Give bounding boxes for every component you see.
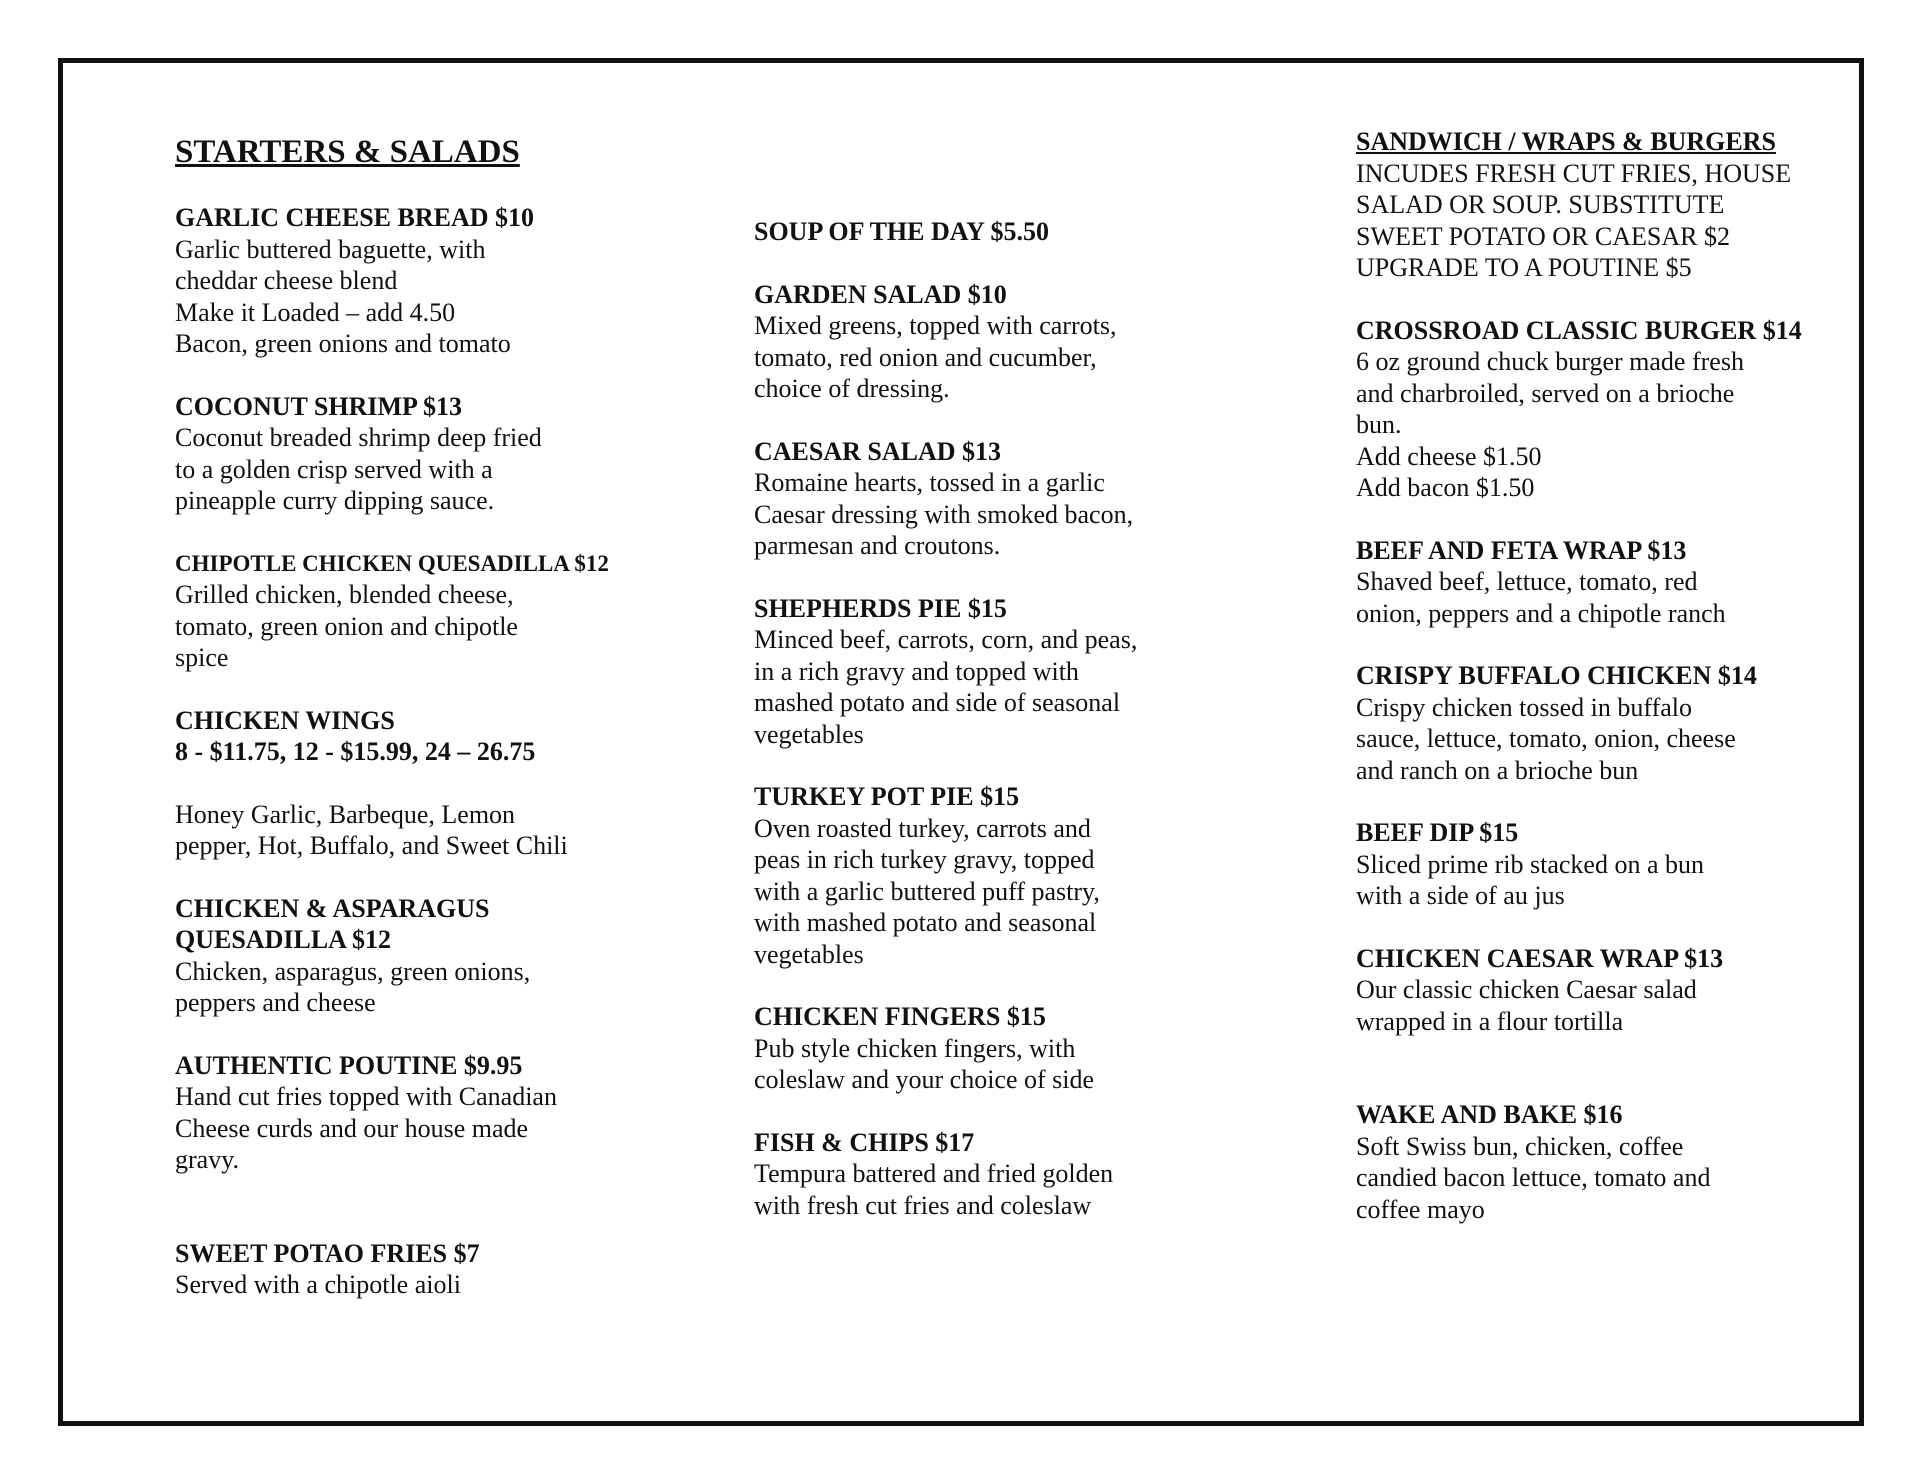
section-title-starters-salads: STARTERS & SALADS [175,134,520,170]
item-description: Minced beef, carrots, corn, and peas, in a rich gravy and topped with mashed potato and side of seasonal vegetables [754,625,1138,749]
column-soups-mains [754,216,1194,1252]
item-name: CHICKEN & ASPARAGUS QUESADILLA $12 [175,893,490,954]
item-name: SWEET POTAO FRIES $7 [175,1238,480,1268]
item-name: CHIPOTLE CHICKEN QUESADILLA $12 [175,550,609,576]
menu-item-coconut-shrimp [175,391,615,517]
item-name: SHEPHERDS PIE $15 [754,593,1007,623]
menu-item-crossroad-classic-burger [1356,315,1816,504]
menu-item-chicken-asparagus-quesadilla [175,893,615,1019]
item-description: Crispy chicken tossed in buffalo sauce, lettuce, tomato, onion, cheese and ranch on a brioche bun [1356,692,1736,785]
item-description: Served with a chipotle aioli [175,1270,461,1299]
item-description: Grilled chicken, blended cheese, tomato, green onion and chipotle spice [175,580,518,672]
item-description: Oven roasted turkey, carrots and peas in rich turkey gravy, topped with a garlic buttered puff pastry, with mashed potato and seasonal vegetables [754,813,1100,969]
menu-item-crispy-buffalo-chicken [1356,660,1816,786]
item-name: BEEF AND FETA WRAP $13 [1356,535,1687,565]
menu-item-chicken-wings [175,705,615,862]
menu-item-chicken-caesar-wrap [1356,943,1816,1038]
menu-item-chicken-fingers [754,1001,1194,1096]
item-description: Garlic buttered baguette, with cheddar cheese blend Make it Loaded – add 4.50 Bacon, green onions and tomato [175,234,511,358]
item-description: 6 oz ground chuck burger made fresh and charbroiled, served on a brioche bun. Add cheese $1.50 Add bacon $1.50 [1356,347,1744,502]
item-name: WAKE AND BAKE $16 [1356,1100,1623,1129]
item-description: Romaine hearts, tossed in a garlic Caesar dressing with smoked bacon, parmesan and croutons. [754,468,1134,560]
item-description: Honey Garlic, Barbeque, Lemon pepper, Hot, Buffalo, and Sweet Chili [175,799,568,860]
item-name: CHICKEN CAESAR WRAP $13 [1356,943,1724,973]
item-name: FISH & CHIPS $17 [754,1127,975,1157]
item-name: CHICKEN FINGERS $15 [754,1002,1046,1031]
menu-item-authentic-poutine [175,1050,615,1176]
section-note: INCUDES FRESH CUT FRIES, HOUSE SALAD OR SOUP. SUBSTITUTE SWEET POTATO OR CAESAR $2 UPGRADE TO A POUTINE $5 [1356,158,1792,282]
item-description: Shaved beef, lettuce, tomato, red onion, peppers and a chipotle ranch [1356,567,1726,628]
menu-item-caesar-salad [754,436,1194,562]
item-description: Hand cut fries topped with Canadian Cheese curds and our house made gravy. [175,1082,557,1174]
item-description: Tempura battered and fried golden with fresh cut fries and coleslaw [754,1159,1114,1220]
item-description: Chicken, asparagus, green onions, peppers and cheese [175,956,531,1017]
item-name: BEEF DIP $15 [1356,818,1519,847]
item-name: TURKEY POT PIE $15 [754,782,1020,811]
menu-item-turkey-pot-pie [754,781,1194,970]
menu-item-chipotle-chicken-quesadilla [175,548,615,674]
item-name: GARLIC CHEESE BREAD $10 [175,203,535,232]
menu-item-garden-salad [754,279,1194,405]
menu-item-beef-dip [1356,817,1816,912]
item-description: Coconut breaded shrimp deep fried to a golden crisp served with a pineapple curry dipping sauce. [175,423,542,515]
item-description: Soft Swiss bun, chicken, coffee candied bacon lettuce, tomato and coffee mayo [1356,1131,1711,1224]
column-starters-salads [175,132,615,1332]
section-title-sandwiches-burgers: SANDWICH / WRAPS & BURGERS [1356,127,1776,156]
menu-item-fish-and-chips [754,1127,1194,1222]
item-name: GARDEN SALAD $10 [754,279,1007,309]
menu-item-sweet-potato-fries [175,1238,615,1301]
column-sandwiches-burgers [1356,126,1816,1256]
menu-item-shepherds-pie [754,593,1194,751]
item-name: AUTHENTIC POUTINE $9.95 [175,1050,523,1080]
menu-item-beef-and-feta-wrap [1356,535,1816,630]
item-name: CAESAR SALAD $13 [754,436,1002,466]
menu-item-soup-of-the-day [754,216,1194,248]
item-name: CHICKEN WINGS 8 - $11.75, 12 - $15.99, 24 – 26.75 [175,705,536,766]
item-name: CRISPY BUFFALO CHICKEN $14 [1356,661,1757,690]
item-name: SOUP OF THE DAY $5.50 [754,217,1049,246]
item-description: Mixed greens, topped with carrots, tomato, red onion and cucumber, choice of dressing. [754,311,1117,403]
item-name: CROSSROAD CLASSIC BURGER $14 [1356,315,1802,345]
item-description: Sliced prime rib stacked on a bun with a side of au jus [1356,849,1705,910]
menu-item-garlic-cheese-bread [175,202,615,360]
item-description: Pub style chicken fingers, with coleslaw and your choice of side [754,1033,1095,1094]
item-name: COCONUT SHRIMP $13 [175,391,462,421]
menu-item-wake-and-bake [1356,1099,1816,1225]
item-description: Our classic chicken Caesar salad wrapped in a flour tortilla [1356,975,1697,1036]
